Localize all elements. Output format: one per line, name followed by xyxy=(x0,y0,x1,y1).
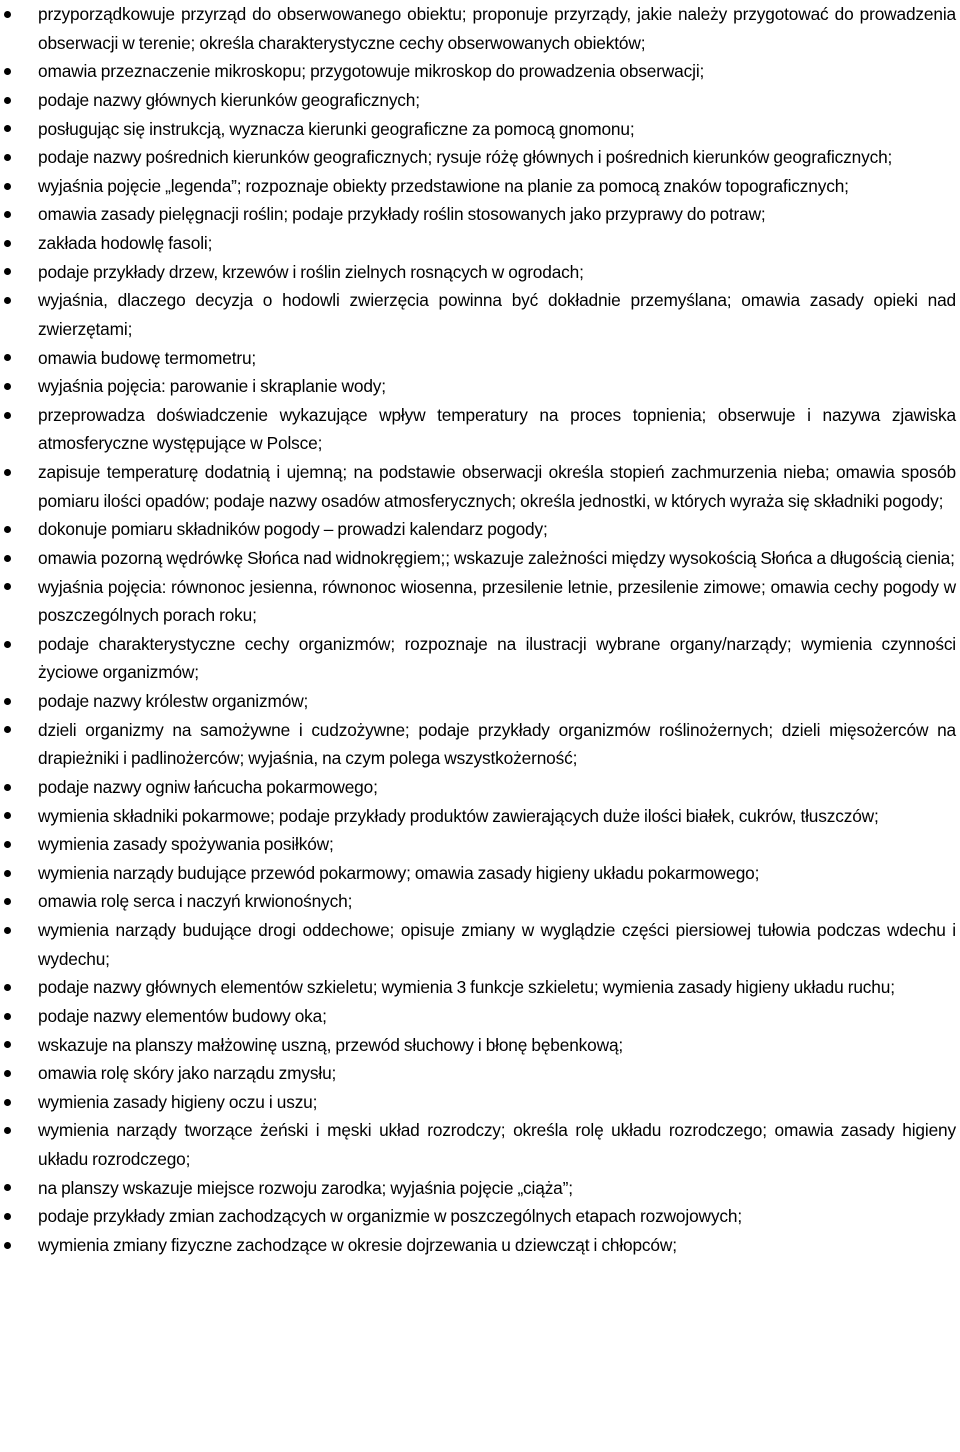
list-item-text: podaje nazwy elementów budowy oka; xyxy=(38,1005,327,1026)
list-item xyxy=(0,115,960,144)
list-item xyxy=(0,57,960,86)
list-item-text: wyjaśnia, dlaczego decyzja o hodowli zwierzęcia powinna być dokładnie przemyślana; omawia zasady opieki nad zwierzętami; xyxy=(38,290,956,339)
list-item xyxy=(0,630,960,687)
bullet-icon xyxy=(4,1031,14,1060)
list-item-text: podaje przykłady zmian zachodzących w organizmie w poszczególnych etapach rozwojowych; xyxy=(38,1206,742,1227)
list-item-text: omawia budowę termometru; xyxy=(38,347,257,368)
list-item xyxy=(0,286,960,343)
bullet-icon xyxy=(4,86,14,115)
bullet-icon xyxy=(4,1174,14,1203)
list-item xyxy=(0,0,960,57)
bullet-icon xyxy=(4,172,14,201)
bullet-icon xyxy=(4,716,14,745)
list-item xyxy=(0,344,960,373)
list-item-text: podaje nazwy pośrednich kierunków geograficznych; rysuje różę głównych i pośrednich kierunków geograficznych; xyxy=(38,147,893,168)
bullet-icon xyxy=(4,802,14,831)
list-item-text: wymienia narządy budujące przewód pokarmowy; omawia zasady higieny układu pokarmowego; xyxy=(38,862,760,883)
list-item xyxy=(0,916,960,973)
bullet-icon xyxy=(4,773,14,802)
bullet-icon xyxy=(4,1202,14,1231)
list-item-text: omawia rolę serca i naczyń krwionośnych; xyxy=(38,891,353,912)
list-item xyxy=(0,1031,960,1060)
bullet-icon xyxy=(4,372,14,401)
bullet-icon xyxy=(4,458,14,487)
bullet-icon xyxy=(4,687,14,716)
list-item xyxy=(0,172,960,201)
list-item-text: posługując się instrukcją, wyznacza kierunki geograficzne za pomocą gnomonu; xyxy=(38,118,635,139)
bullet-icon xyxy=(4,573,14,602)
list-item-text: wymienia narządy tworzące żeński i męski układ rozrodczy; określa rolę układu rozrodczego; omawia zasady higieny układu rozrodczego; xyxy=(38,1120,956,1169)
bullet-icon xyxy=(4,916,14,945)
bullet-icon xyxy=(4,286,14,315)
list-item-text: przeprowadza doświadczenie wykazujące wpływ temperatury na proces topnienia; obserwuje i nazywa zjawiska atmosferyczne występujące w Polsce; xyxy=(38,404,956,454)
list-item xyxy=(0,1059,960,1088)
list-item-text: wyjaśnia pojęcia: równonoc jesienna, równonoc wiosenna, przesilenie letnie, przesilenie zimowe; omawia cechy pogody w poszczególnych porach roku; xyxy=(38,576,956,626)
bullet-icon xyxy=(4,143,14,172)
list-item-text: podaje nazwy ogniw łańcucha pokarmowego; xyxy=(38,776,378,797)
list-item xyxy=(0,773,960,802)
list-item xyxy=(0,458,960,515)
list-item xyxy=(0,1174,960,1203)
bullet-icon xyxy=(4,1231,14,1260)
list-item-text: wymienia zmiany fizyczne zachodzące w okresie dojrzewania u dziewcząt i chłopców; xyxy=(38,1234,677,1255)
list-item-text: omawia przeznaczenie mikroskopu; przygotowuje mikroskop do prowadzenia obserwacji; xyxy=(38,61,705,82)
list-item-text: omawia pozorną wędrówkę Słońca nad widnokręgiem;; wskazuje zależności między wysokością Słońca a długością cienia; xyxy=(38,547,955,568)
list-item xyxy=(0,229,960,258)
bullet-icon xyxy=(4,830,14,859)
list-item xyxy=(0,1002,960,1031)
list-item-text: omawia rolę skóry jako narządu zmysłu; xyxy=(38,1063,337,1084)
list-item-text: na planszy wskazuje miejsce rozwoju zarodka; wyjaśnia pojęcie „ciąża”; xyxy=(38,1177,573,1198)
list-item xyxy=(0,1202,960,1231)
bullet-icon xyxy=(4,630,14,659)
list-item-text: dokonuje pomiaru składników pogody – prowadzi kalendarz pogody; xyxy=(38,519,548,540)
bullet-icon xyxy=(4,200,14,229)
bullet-icon xyxy=(4,115,14,144)
list-item-text: podaje nazwy głównych elementów szkieletu; wymienia 3 funkcje szkieletu; wymienia zasady higieny układu ruchu; xyxy=(38,977,895,998)
list-item-text: przyporządkowuje przyrząd do obserwowanego obiektu; proponuje przyrządy, jakie należy przygotować do prowadzenia obserwacji w terenie; określa charakterystyczne cechy obserwowanych obiektów; xyxy=(38,4,956,53)
list-item xyxy=(0,143,960,172)
list-item-text: podaje przykłady drzew, krzewów i roślin zielnych rosnących w ogrodach; xyxy=(38,261,584,282)
list-item xyxy=(0,372,960,401)
list-item xyxy=(0,1116,960,1173)
list-item xyxy=(0,802,960,831)
bullet-icon xyxy=(4,1116,14,1145)
list-item-text: wymienia zasady higieny oczu i uszu; xyxy=(38,1091,318,1112)
list-item-text: wyjaśnia pojęcia: parowanie i skraplanie wody; xyxy=(38,376,386,397)
list-item xyxy=(0,859,960,888)
bullet-icon xyxy=(4,1059,14,1088)
list-item xyxy=(0,401,960,458)
list-item xyxy=(0,258,960,287)
list-item xyxy=(0,573,960,630)
list-item-text: omawia zasady pielęgnacji roślin; podaje przykłady roślin stosowanych jako przyprawy do potraw; xyxy=(38,204,766,225)
list-item xyxy=(0,830,960,859)
list-item xyxy=(0,544,960,573)
list-item xyxy=(0,687,960,716)
list-item-text: wyjaśnia pojęcie „legenda”; rozpoznaje obiekty przedstawione na planie za pomocą znaków topograficznych; xyxy=(38,175,849,196)
bullet-icon xyxy=(4,887,14,916)
bullet-icon xyxy=(4,1088,14,1117)
list-item-text: zapisuje temperaturę dodatnią i ujemną; na podstawie obserwacji określa stopień zachmurzenia nieba; omawia sposób pomiaru ilości opadów; podaje nazwy osadów atmosferycznych; określa jednostki, w których wyraża się składniki pogody; xyxy=(38,462,956,511)
bullet-icon xyxy=(4,1002,14,1031)
list-item xyxy=(0,1231,960,1260)
list-item xyxy=(0,200,960,229)
list-item-text: podaje nazwy głównych kierunków geograficznych; xyxy=(38,89,420,110)
list-item-text: wskazuje na planszy małżowinę uszną, przewód słuchowy i błonę bębenkową; xyxy=(38,1034,624,1055)
list-item xyxy=(0,1088,960,1117)
bullet-icon xyxy=(4,229,14,258)
list-item-text: wymienia składniki pokarmowe; podaje przykłady produktów zawierających duże ilości białek, cukrów, tłuszczów; xyxy=(38,805,879,826)
bullet-icon xyxy=(4,515,14,544)
list-item-text: dzieli organizmy na samożywne i cudzożywne; podaje przykłady organizmów roślinożernych; dzieli mięsożerców na drapieżniki i padlinożerców; wyjaśnia, na czym polega wszystkożerność; xyxy=(38,719,956,769)
bullet-icon xyxy=(4,57,14,86)
list-item xyxy=(0,86,960,115)
bullet-icon xyxy=(4,0,14,29)
bullet-icon xyxy=(4,544,14,573)
list-item-text: podaje charakterystyczne cechy organizmów; rozpoznaje na ilustracji wybrane organy/narządy; wymienia czynności życiowe organizmów; xyxy=(38,633,956,683)
bullet-icon xyxy=(4,401,14,430)
bullet-icon xyxy=(4,973,14,1002)
list-item-text: podaje nazwy królestw organizmów; xyxy=(38,691,309,711)
list-item-text: zakłada hodowlę fasoli; xyxy=(38,233,213,253)
list-item-text: wymienia zasady spożywania posiłków; xyxy=(38,834,334,855)
list-item xyxy=(0,973,960,1002)
bullet-icon xyxy=(4,859,14,888)
bullet-icon xyxy=(4,258,14,287)
list-item xyxy=(0,515,960,544)
bullet-icon xyxy=(4,344,14,373)
list-item xyxy=(0,887,960,916)
list-item-text: wymienia narządy budujące drogi oddechowe; opisuje zmiany w wyglądzie części piersiowej tułowia podczas wdechu i wydechu; xyxy=(38,920,956,969)
list-item xyxy=(0,716,960,773)
